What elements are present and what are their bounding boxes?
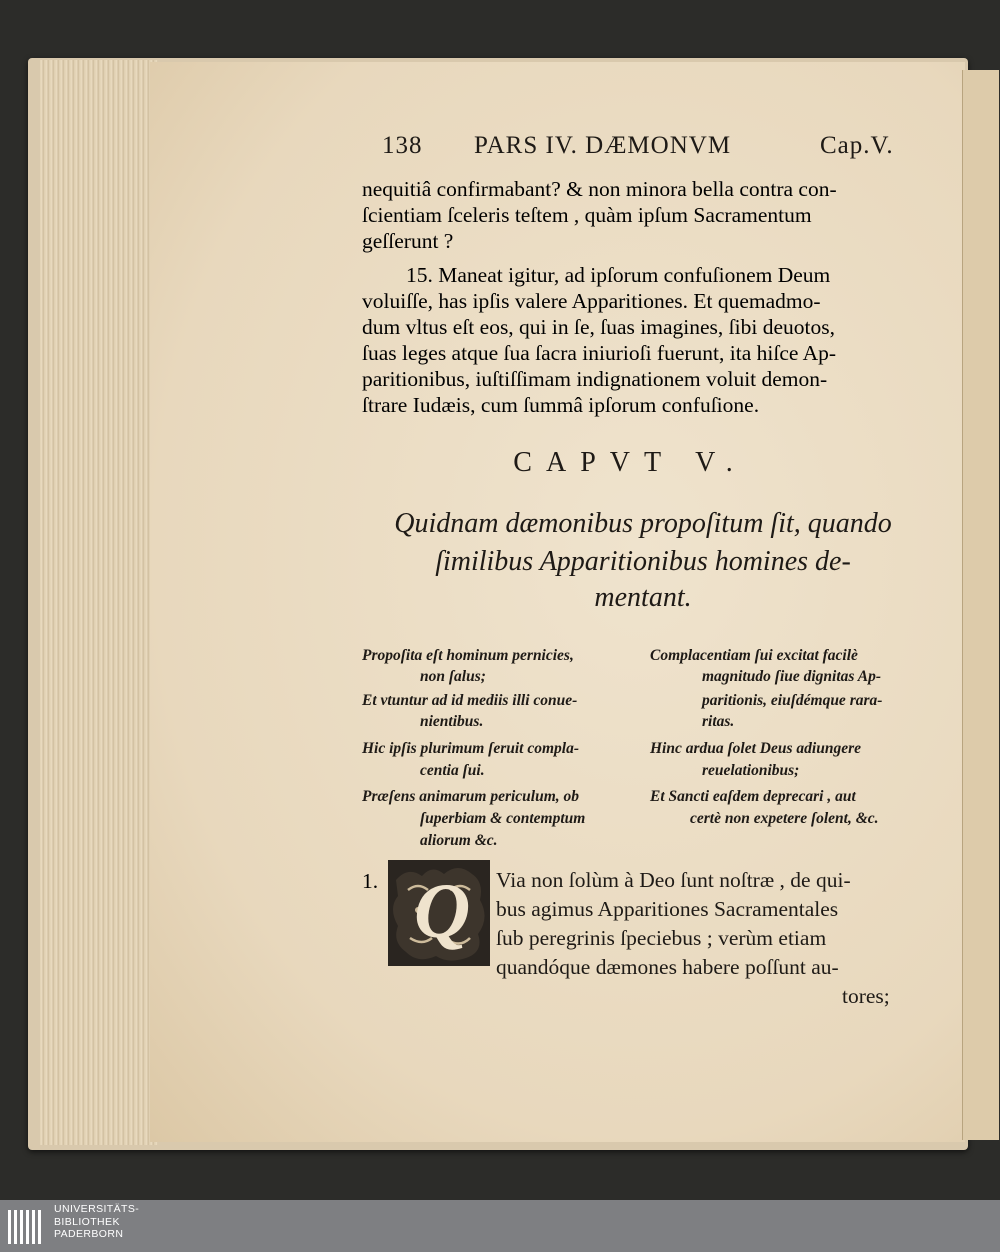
text-line: voluiſſe, has ipſis valere Apparitiones. Et quemadmo-: [362, 289, 821, 313]
text-line: ſcientiam ſceleris teſtem , quàm ipſum Sacramentum: [362, 203, 812, 227]
page-stack-edges: [40, 60, 158, 1145]
summary-right-line: paritionis, eiuſdémque rara-: [702, 692, 883, 709]
body-line: bus agimus Apparitiones Sacramentales: [496, 897, 839, 921]
chapter-title: CAPVT V.: [513, 447, 747, 478]
text-line: ſuas leges atque ſua ſacra iniurioſi fuerunt, ita hiſce Ap-: [362, 341, 837, 365]
page-number: 138: [382, 132, 423, 159]
section-number: 1.: [362, 869, 379, 893]
library-name-line: PADERBORN: [54, 1228, 124, 1240]
body-line: Via non ſolùm à Deo ſunt noſtræ , de qui-: [496, 868, 851, 892]
chapter-reference: Cap.V.: [820, 132, 894, 159]
library-footer: [0, 1200, 1000, 1252]
library-name: [54, 1203, 139, 1241]
summary-left-line: centia ſui.: [420, 762, 485, 779]
text-line: geſſerunt ?: [362, 229, 454, 253]
chapter-subtitle-line: Quidnam dæmonibus propoſitum ſit, quando: [394, 508, 892, 539]
summary-right-line: reuelationibus;: [702, 762, 800, 779]
summary-right-line: Complacentiam ſui excitat facilè: [650, 647, 858, 664]
library-name-line: UNIVERSITÄTS-: [54, 1203, 140, 1215]
summary-left-line: Propoſita eſt hominum pernicies,: [362, 647, 574, 664]
decorated-initial: [388, 860, 490, 966]
right-leaf: [962, 70, 999, 1140]
summary-left-line: Præſens animarum periculum, ob: [362, 788, 580, 805]
library-logo-icon: [8, 1206, 48, 1246]
chapter-subtitle-line: ſimilibus Apparitionibus homines de-: [435, 546, 851, 577]
body-line: quandóque dæmones habere poſſunt au-: [496, 955, 839, 979]
running-title: PARS IV. DÆMONVM: [474, 132, 732, 159]
summary-left-line: ſuperbiam & contemptum: [420, 810, 586, 827]
summary-right-line: certè non expetere ſolent, &c.: [690, 810, 879, 827]
summary-right-line: ritas.: [702, 713, 735, 730]
chapter-subtitle-line: mentant.: [594, 582, 692, 613]
body-line: ſub peregrinis ſpeciebus ; verùm etiam: [496, 926, 827, 950]
text-line: 15. Maneat igitur, ad ipſorum confuſionem Deum: [406, 263, 831, 287]
summary-left-line: non ſalus;: [420, 668, 486, 685]
summary-right-line: Hinc ardua ſolet Deus adiungere: [650, 740, 861, 757]
text-line: dum vltus eſt eos, qui in ſe, ſuas imagines, ſibi deuotos,: [362, 315, 835, 339]
summary-right-line: magnitudo ſiue dignitas Ap-: [702, 668, 881, 685]
running-header: [382, 132, 902, 166]
summary-left-line: aliorum &c.: [420, 832, 498, 849]
text-line: nequitiâ confirmabant? & non minora bella contra con-: [362, 177, 837, 201]
summary-left-line: Et vtuntur ad id mediis illi conue-: [362, 692, 578, 709]
text-line: ſtrare Iudæis, cum ſummâ ipſorum confuſione.: [362, 393, 760, 417]
library-name-line: BIBLIOTHEK: [54, 1215, 120, 1228]
summary-left-line: nientibus.: [420, 713, 484, 730]
body-line: tores;: [842, 984, 890, 1008]
initial-letter: Q: [414, 867, 471, 954]
summary-left-line: Hic ipſis plurimum ſeruit compla-: [362, 740, 580, 757]
text-line: paritionibus, iuſtiſſimam indignationem voluit demon-: [362, 367, 828, 391]
summary-right-line: Et Sancti eaſdem deprecari , aut: [650, 788, 856, 805]
